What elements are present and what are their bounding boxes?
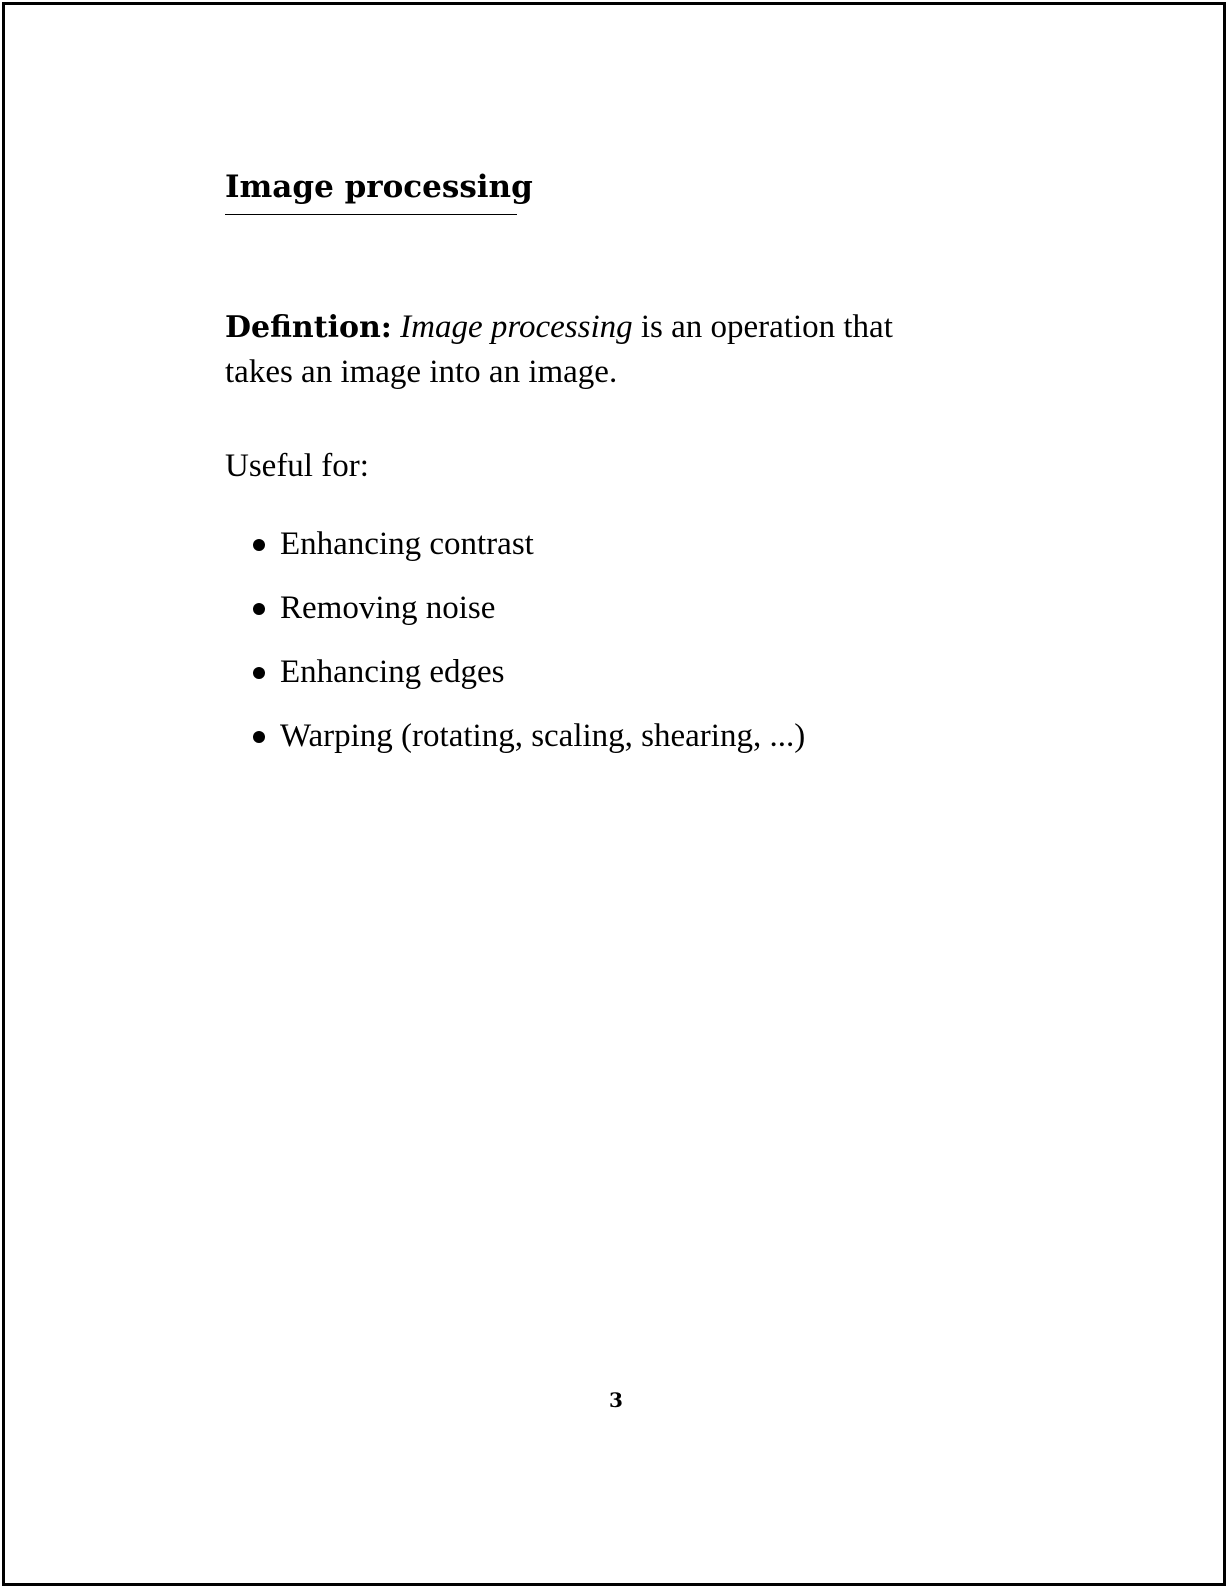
list-item [253, 522, 805, 586]
page-title: Image processing [225, 169, 533, 205]
bullet-list [253, 522, 805, 778]
list-item [253, 650, 805, 714]
bullet-icon [253, 731, 265, 743]
bullet-icon [253, 603, 265, 615]
definition-text-line1: is an operation that [632, 309, 893, 345]
list-item-text: Enhancing contrast [280, 526, 534, 562]
list-item [253, 586, 805, 650]
page-border [2, 2, 1226, 1586]
page-number: 3 [609, 1388, 623, 1412]
bullet-icon [253, 539, 265, 551]
definition-label: Defintion: [225, 310, 392, 345]
definition-term: Image processing [400, 309, 633, 345]
title-underline [225, 214, 517, 215]
list-item [253, 714, 805, 778]
definition-text-line2: takes an image into an image. [225, 354, 618, 390]
list-item-text: Removing noise [280, 590, 496, 626]
bullet-icon [253, 667, 265, 679]
useful-for-label: Useful for: [225, 448, 369, 484]
list-item-text: Warping (rotating, scaling, shearing, ...) [280, 718, 806, 754]
definition-paragraph [225, 305, 985, 394]
list-item-text: Enhancing edges [280, 654, 505, 690]
